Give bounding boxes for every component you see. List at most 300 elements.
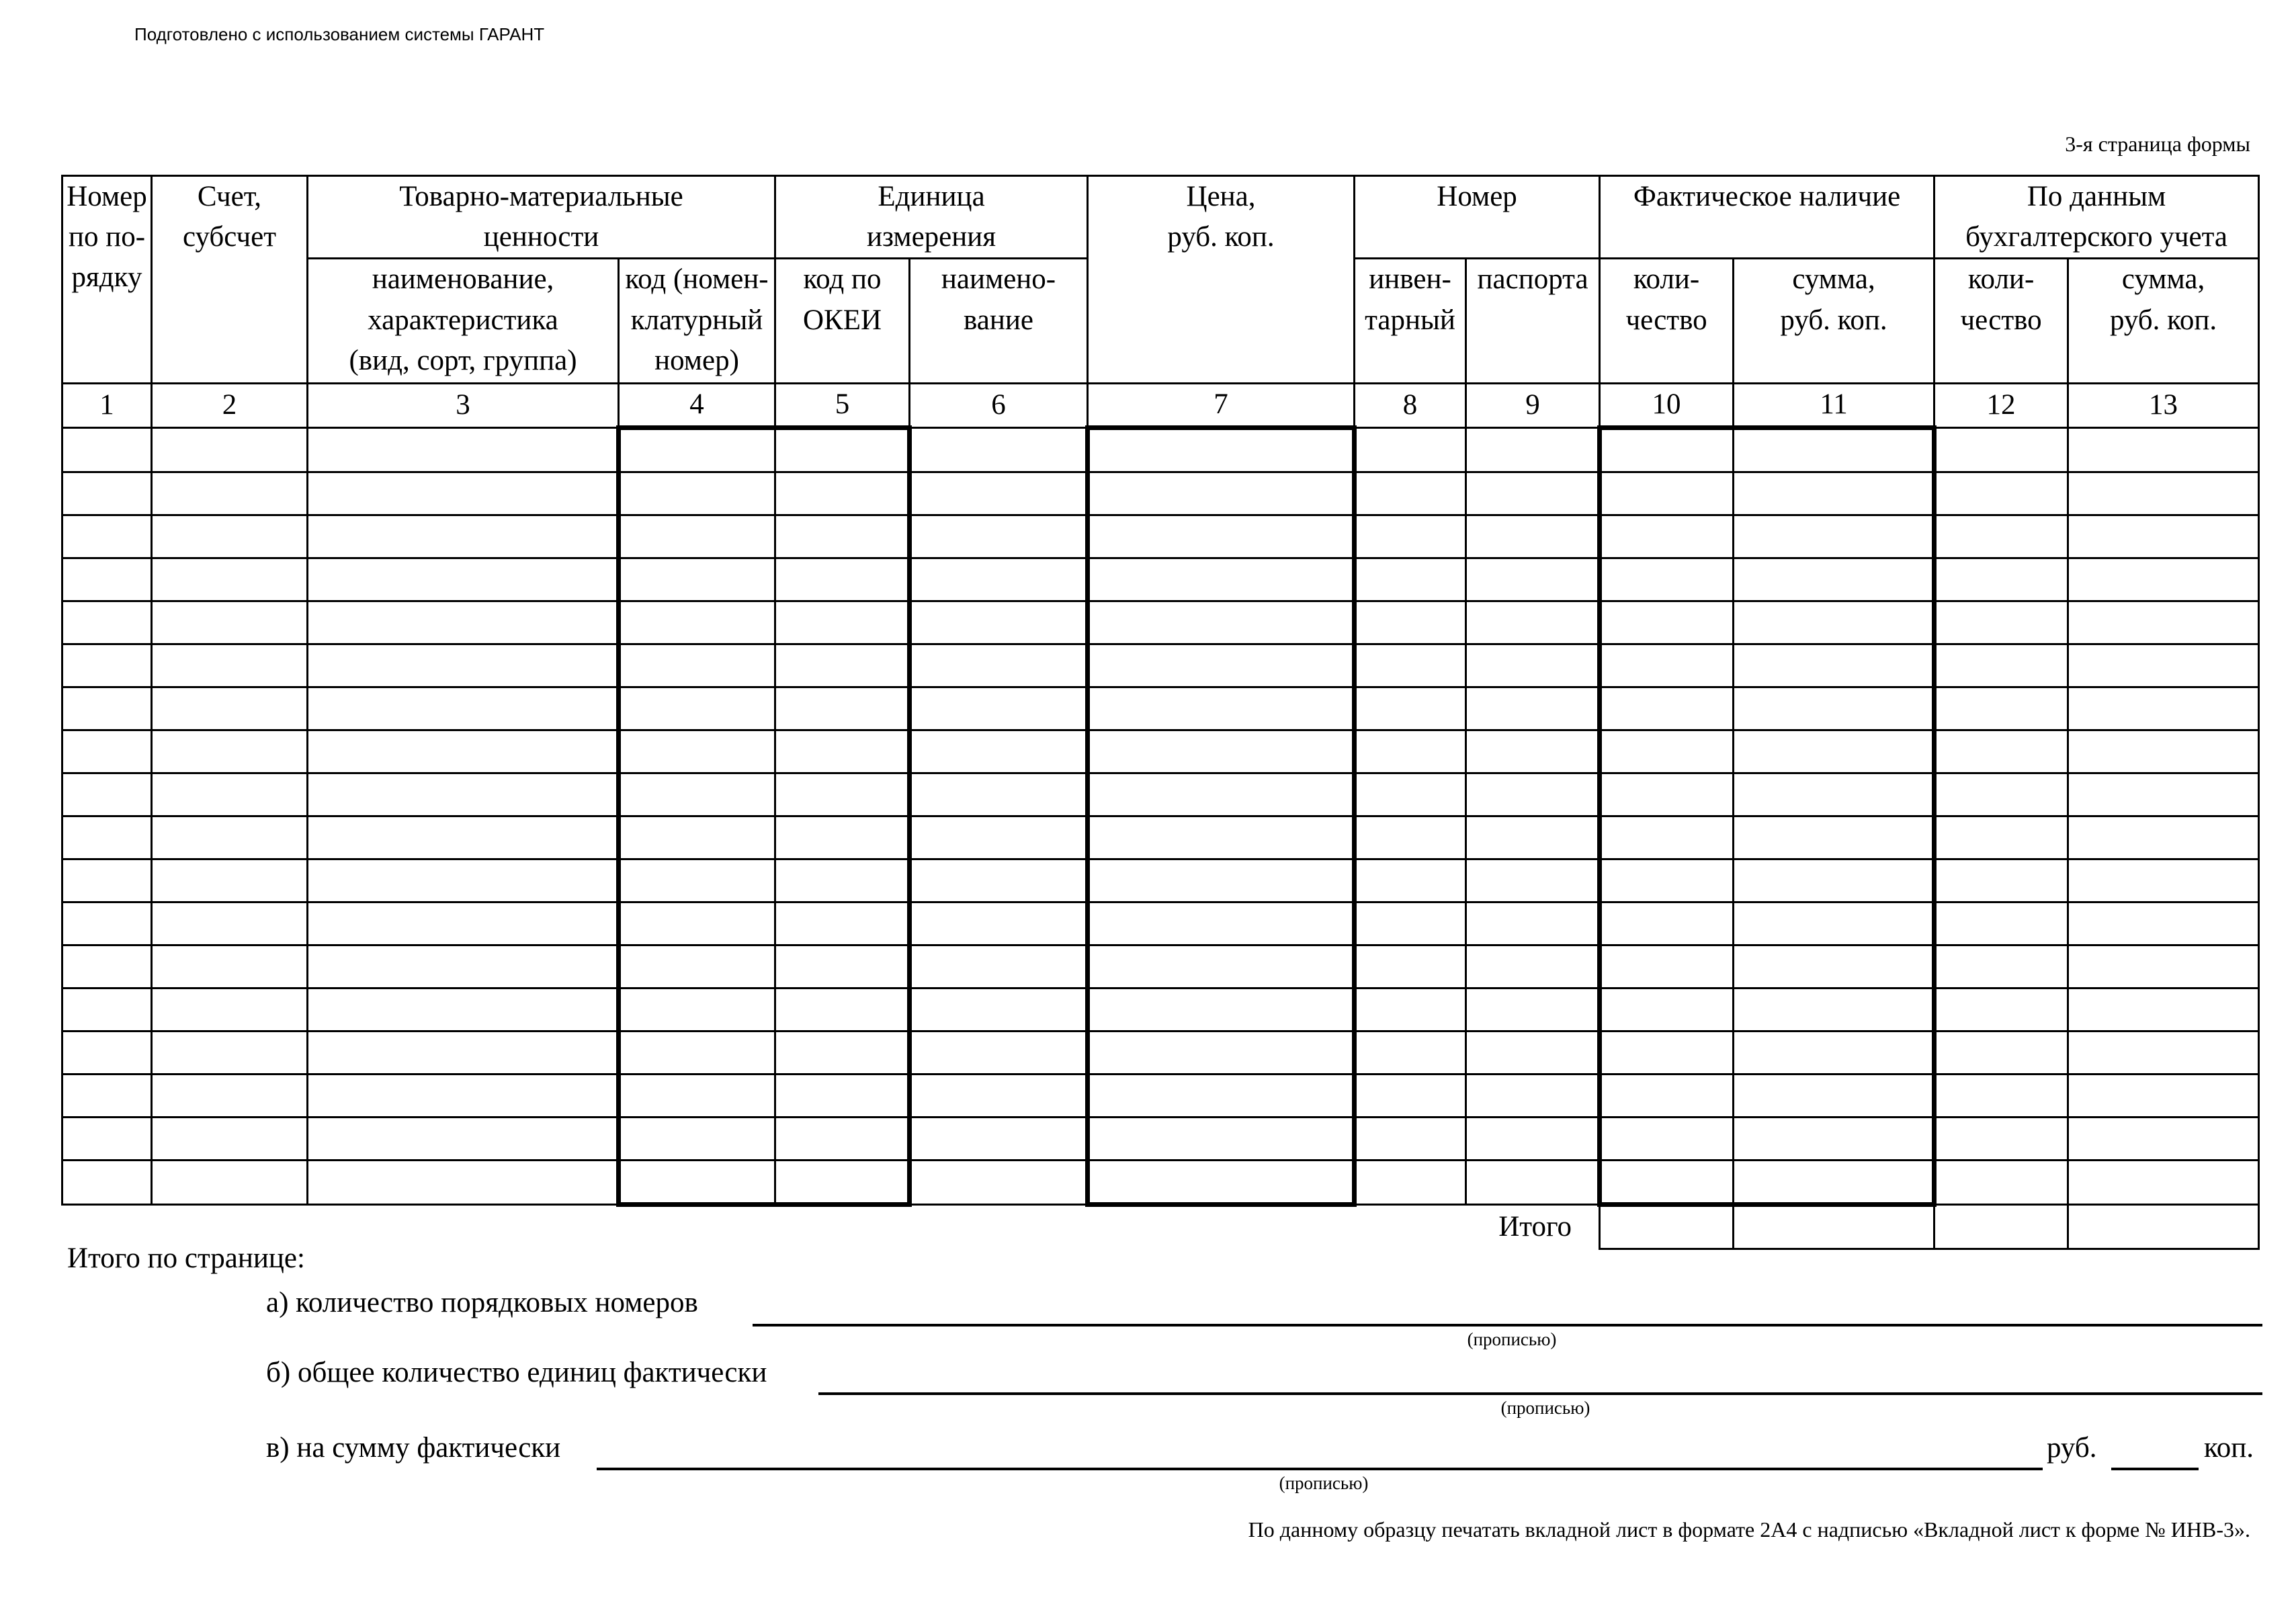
summary-b-label: б) общее количество единиц фактически [266, 1357, 767, 1388]
table-cell[interactable] [62, 730, 152, 773]
table-row [62, 1074, 2259, 1117]
table-cell[interactable] [2068, 1074, 2259, 1117]
table-cell[interactable] [62, 558, 152, 601]
table-cell[interactable] [775, 988, 910, 1031]
table-cell[interactable] [1600, 1160, 1734, 1204]
table-cell[interactable] [62, 816, 152, 859]
table-cell[interactable] [1466, 601, 1600, 644]
table-cell[interactable] [1934, 945, 2068, 988]
table-cell[interactable] [1934, 558, 2068, 601]
table-cell[interactable] [308, 816, 619, 859]
table-cell[interactable] [1466, 1160, 1600, 1204]
table-cell[interactable] [62, 644, 152, 687]
table-cell[interactable] [308, 472, 619, 515]
table-cell[interactable] [910, 859, 1088, 902]
table-cell[interactable] [1088, 558, 1355, 601]
table-cell[interactable] [152, 773, 308, 816]
table-cell[interactable] [775, 644, 910, 687]
table-cell[interactable] [619, 1117, 775, 1160]
table-cell[interactable] [1600, 945, 1734, 988]
system-header: Подготовлено с использованием системы ГАРАНТ [134, 24, 545, 44]
table-cell[interactable] [1088, 1160, 1355, 1204]
table-cell[interactable] [152, 988, 308, 1031]
table-cell[interactable] [910, 1160, 1088, 1204]
table-row [62, 472, 2259, 515]
table-cell[interactable] [2068, 558, 2259, 601]
table-cell[interactable] [2068, 945, 2259, 988]
table-cell[interactable] [62, 1117, 152, 1160]
table-cell[interactable] [1934, 816, 2068, 859]
table-cell[interactable] [619, 558, 775, 601]
table-cell[interactable] [152, 515, 308, 558]
table-cell[interactable] [152, 687, 308, 730]
table-cell[interactable] [152, 1031, 308, 1074]
col-header-acc-sum: сумма, руб. коп. [2068, 259, 2259, 384]
table-cell[interactable] [308, 601, 619, 644]
blank-cell [910, 1204, 1088, 1249]
summary-b-caption: (прописью) [1500, 1398, 1590, 1418]
table-cell[interactable] [1466, 773, 1600, 816]
table-cell[interactable] [152, 558, 308, 601]
table-row [62, 773, 2259, 816]
table-cell[interactable] [62, 1031, 152, 1074]
table-cell[interactable] [308, 988, 619, 1031]
table-cell[interactable] [910, 601, 1088, 644]
table-cell[interactable] [1600, 730, 1734, 773]
table-cell[interactable] [152, 427, 308, 472]
table-cell[interactable] [1734, 1160, 1934, 1204]
table-cell[interactable] [1466, 644, 1600, 687]
table-cell[interactable] [1600, 644, 1734, 687]
table-cell[interactable] [619, 601, 775, 644]
table-cell[interactable] [2068, 644, 2259, 687]
table-cell[interactable] [1355, 816, 1466, 859]
table-cell[interactable] [62, 515, 152, 558]
table-cell[interactable] [1934, 902, 2068, 945]
summary-c-label: в) на сумму фактически [266, 1432, 561, 1464]
table-cell[interactable] [1734, 988, 1934, 1031]
table-cell[interactable] [1466, 1031, 1600, 1074]
table-cell[interactable] [2068, 472, 2259, 515]
col-header-price: Цена, руб. коп. [1088, 176, 1355, 384]
table-cell[interactable] [2068, 773, 2259, 816]
table-cell[interactable] [910, 902, 1088, 945]
table-cell[interactable] [775, 945, 910, 988]
table-row [62, 1031, 2259, 1074]
table-cell[interactable] [62, 773, 152, 816]
group-header-accounting: По данным бухгалтерского учета [1934, 176, 2259, 259]
table-cell[interactable] [2068, 859, 2259, 902]
table-cell[interactable] [308, 945, 619, 988]
table-cell[interactable] [1088, 945, 1355, 988]
table-cell[interactable] [152, 1074, 308, 1117]
table-cell[interactable] [1734, 1074, 1934, 1117]
table-cell[interactable] [62, 859, 152, 902]
summary-b-field[interactable] [818, 1392, 2262, 1395]
table-cell[interactable] [1355, 945, 1466, 988]
table-cell[interactable] [1088, 1074, 1355, 1117]
table-row [62, 988, 2259, 1031]
table-cell[interactable] [1466, 859, 1600, 902]
table-cell[interactable] [1600, 515, 1734, 558]
table-cell[interactable] [1088, 730, 1355, 773]
table-cell[interactable] [910, 515, 1088, 558]
table-cell[interactable] [619, 859, 775, 902]
table-cell[interactable] [152, 859, 308, 902]
table-cell[interactable] [1934, 601, 2068, 644]
table-cell[interactable] [1934, 427, 2068, 472]
summary-a-field[interactable] [753, 1324, 2262, 1327]
table-cell[interactable] [152, 472, 308, 515]
table-cell[interactable] [775, 687, 910, 730]
table-cell[interactable] [1734, 816, 1934, 859]
table-cell[interactable] [1600, 1117, 1734, 1160]
table-row [62, 859, 2259, 902]
table-cell[interactable] [910, 1074, 1088, 1117]
table-cell[interactable] [62, 902, 152, 945]
table-cell[interactable] [1355, 601, 1466, 644]
table-cell[interactable] [775, 1031, 910, 1074]
table-cell[interactable] [1088, 644, 1355, 687]
table-cell[interactable] [1088, 687, 1355, 730]
table-cell[interactable] [2068, 515, 2259, 558]
table-cell[interactable] [1088, 472, 1355, 515]
table-cell[interactable] [308, 1074, 619, 1117]
table-cell[interactable] [910, 644, 1088, 687]
table-cell[interactable] [1466, 902, 1600, 945]
group-header-unit: Единица измерения [775, 176, 1088, 259]
kop-field[interactable] [2111, 1468, 2199, 1470]
table-cell[interactable] [1600, 816, 1734, 859]
table-cell[interactable] [1600, 558, 1734, 601]
table-cell[interactable] [775, 1074, 910, 1117]
table-cell[interactable] [1355, 773, 1466, 816]
column-number: 11 [1734, 384, 1934, 427]
table-cell[interactable] [1088, 515, 1355, 558]
table-cell[interactable] [1088, 902, 1355, 945]
column-number: 9 [1466, 384, 1600, 427]
table-cell[interactable] [1934, 1117, 2068, 1160]
table-cell[interactable] [1088, 988, 1355, 1031]
table-cell[interactable] [1355, 902, 1466, 945]
table-cell[interactable] [1466, 687, 1600, 730]
table-row [62, 1117, 2259, 1160]
summary-a-label: а) количество порядковых номеров [266, 1287, 698, 1318]
table-cell[interactable] [1600, 859, 1734, 902]
table-cell[interactable] [1734, 601, 1934, 644]
table-cell[interactable] [775, 1117, 910, 1160]
table-cell[interactable] [308, 687, 619, 730]
col-header-passport: паспорта [1466, 259, 1600, 384]
column-number: 3 [308, 384, 619, 427]
table-cell[interactable] [1355, 558, 1466, 601]
table-cell[interactable] [619, 773, 775, 816]
total-label: Итого [1498, 1210, 1572, 1243]
column-number: 5 [775, 384, 910, 427]
table-cell[interactable] [619, 816, 775, 859]
col-header-code: код (номен- клатурный номер) [619, 259, 775, 384]
col-header-row-number: Номер по по- рядку [62, 176, 152, 384]
table-cell[interactable] [2068, 730, 2259, 773]
table-cell[interactable] [910, 472, 1088, 515]
table-cell[interactable] [619, 687, 775, 730]
table-cell[interactable] [619, 644, 775, 687]
table-cell[interactable] [1355, 1074, 1466, 1117]
col-header-okei: код по ОКЕИ [775, 259, 910, 384]
table-cell[interactable] [308, 730, 619, 773]
table-cell[interactable] [308, 1031, 619, 1074]
table-cell[interactable] [152, 601, 308, 644]
total-acc-qty-cell[interactable] [1934, 1204, 2068, 1249]
table-cell[interactable] [1088, 816, 1355, 859]
column-number: 6 [910, 384, 1088, 427]
table-row [62, 515, 2259, 558]
total-row [62, 1204, 2259, 1249]
table-cell[interactable] [2068, 988, 2259, 1031]
column-number: 7 [1088, 384, 1355, 427]
table-cell[interactable] [152, 644, 308, 687]
table-cell[interactable] [1466, 988, 1600, 1031]
table-cell[interactable] [1934, 988, 2068, 1031]
blank-cell [775, 1204, 910, 1249]
table-cell[interactable] [1734, 1117, 1934, 1160]
table-cell[interactable] [1934, 1031, 2068, 1074]
table-cell[interactable] [775, 601, 910, 644]
table-cell[interactable] [1934, 730, 2068, 773]
table-cell[interactable] [775, 1160, 910, 1204]
column-number: 8 [1355, 384, 1466, 427]
col-header-name: наименование, характеристика (вид, сорт, группа) [308, 259, 619, 384]
table-cell[interactable] [1934, 472, 2068, 515]
table-cell[interactable] [1734, 472, 1934, 515]
summary-c-field[interactable] [597, 1468, 2043, 1470]
table-cell[interactable] [1734, 730, 1934, 773]
total-acc-sum-cell[interactable] [2068, 1204, 2259, 1249]
column-number: 13 [2068, 384, 2259, 427]
table-cell[interactable] [2068, 816, 2259, 859]
table-cell[interactable] [1088, 601, 1355, 644]
table-row [62, 1160, 2259, 1204]
table-cell[interactable] [2068, 427, 2259, 472]
table-cell[interactable] [152, 1160, 308, 1204]
table-cell[interactable] [1734, 558, 1934, 601]
table-cell[interactable] [152, 730, 308, 773]
table-cell[interactable] [308, 859, 619, 902]
table-cell[interactable] [1355, 515, 1466, 558]
table-cell[interactable] [1934, 1074, 2068, 1117]
table-cell[interactable] [775, 515, 910, 558]
table-cell[interactable] [1088, 1117, 1355, 1160]
table-cell[interactable] [1088, 427, 1355, 472]
table-cell[interactable] [1734, 773, 1934, 816]
table-cell[interactable] [1466, 945, 1600, 988]
table-cell[interactable] [775, 816, 910, 859]
table-cell[interactable] [1934, 687, 2068, 730]
col-header-actual-qty: коли- чество [1600, 259, 1734, 384]
group-header-actual: Фактическое наличие [1600, 176, 1934, 259]
column-number: 1 [62, 384, 152, 427]
table-cell[interactable] [1466, 427, 1600, 472]
table-cell[interactable] [619, 988, 775, 1031]
table-cell[interactable] [1466, 472, 1600, 515]
table-cell[interactable] [910, 730, 1088, 773]
table-cell[interactable] [1466, 558, 1600, 601]
table-cell[interactable] [152, 902, 308, 945]
table-cell[interactable] [619, 1160, 775, 1204]
table-cell[interactable] [2068, 687, 2259, 730]
table-cell[interactable] [308, 515, 619, 558]
table-cell[interactable] [62, 945, 152, 988]
table-cell[interactable] [308, 1117, 619, 1160]
table-cell[interactable] [2068, 902, 2259, 945]
table-cell[interactable] [1466, 816, 1600, 859]
table-cell[interactable] [910, 816, 1088, 859]
table-row [62, 730, 2259, 773]
table-cell[interactable] [1466, 1117, 1600, 1160]
table-cell[interactable] [619, 472, 775, 515]
table-cell[interactable] [775, 859, 910, 902]
col-header-account: Счет, субсчет [152, 176, 308, 384]
col-header-unit-name: наимено- вание [910, 259, 1088, 384]
table-cell[interactable] [619, 427, 775, 472]
table-cell[interactable] [62, 687, 152, 730]
table-cell[interactable] [619, 902, 775, 945]
summary-c-caption: (прописью) [1279, 1473, 1369, 1493]
table-cell[interactable] [775, 773, 910, 816]
table-cell[interactable] [619, 1074, 775, 1117]
table-cell[interactable] [910, 427, 1088, 472]
table-cell[interactable] [1934, 644, 2068, 687]
table-cell[interactable] [910, 1117, 1088, 1160]
summary-a-caption: (прописью) [1467, 1329, 1557, 1349]
table-cell[interactable] [1934, 859, 2068, 902]
page-summary-title: Итого по странице: [67, 1243, 305, 1274]
table-cell[interactable] [1355, 730, 1466, 773]
table-cell[interactable] [1734, 902, 1934, 945]
group-header-goods: Товарно-материальные ценности [308, 176, 775, 259]
table-cell[interactable] [775, 427, 910, 472]
table-cell[interactable] [2068, 601, 2259, 644]
blank-cell [619, 1204, 775, 1249]
table-cell[interactable] [619, 1031, 775, 1074]
table-cell[interactable] [775, 730, 910, 773]
table-row [62, 902, 2259, 945]
table-row [62, 816, 2259, 859]
table-cell[interactable] [910, 558, 1088, 601]
col-header-inventory: инвен- тарный [1355, 259, 1466, 384]
table-cell[interactable] [2068, 1031, 2259, 1074]
table-cell[interactable] [1600, 601, 1734, 644]
table-cell[interactable] [308, 1160, 619, 1204]
table-cell[interactable] [62, 988, 152, 1031]
column-numbers-row [62, 384, 2259, 427]
table-cell[interactable] [910, 773, 1088, 816]
table-cell[interactable] [1088, 1031, 1355, 1074]
table-cell[interactable] [910, 945, 1088, 988]
table-cell[interactable] [775, 902, 910, 945]
table-row [62, 644, 2259, 687]
table-cell[interactable] [1355, 859, 1466, 902]
table-cell[interactable] [1600, 773, 1734, 816]
table-cell[interactable] [62, 1160, 152, 1204]
table-cell[interactable] [62, 427, 152, 472]
table-cell[interactable] [1600, 427, 1734, 472]
table-cell[interactable] [1466, 515, 1600, 558]
table-cell[interactable] [910, 988, 1088, 1031]
table-cell[interactable] [1934, 773, 2068, 816]
table-cell[interactable] [1734, 687, 1934, 730]
table-cell[interactable] [1355, 472, 1466, 515]
table-cell[interactable] [1600, 988, 1734, 1031]
table-cell[interactable] [1600, 1031, 1734, 1074]
table-cell[interactable] [1600, 472, 1734, 515]
table-cell[interactable] [1934, 515, 2068, 558]
table-cell[interactable] [1088, 859, 1355, 902]
table-cell[interactable] [1355, 1117, 1466, 1160]
table-cell[interactable] [910, 1031, 1088, 1074]
kop-label: коп. [2204, 1432, 2254, 1464]
table-cell[interactable] [775, 472, 910, 515]
table-cell[interactable] [1934, 1160, 2068, 1204]
table-cell[interactable] [1466, 730, 1600, 773]
table-cell[interactable] [62, 601, 152, 644]
table-cell[interactable] [910, 687, 1088, 730]
table-cell[interactable] [2068, 1117, 2259, 1160]
table-cell[interactable] [619, 730, 775, 773]
table-cell[interactable] [619, 945, 775, 988]
table-cell[interactable] [1355, 988, 1466, 1031]
table-cell[interactable] [775, 558, 910, 601]
table-cell[interactable] [619, 515, 775, 558]
table-cell[interactable] [308, 902, 619, 945]
table-row [62, 945, 2259, 988]
table-cell[interactable] [308, 773, 619, 816]
table-cell[interactable] [1734, 945, 1934, 988]
table-cell[interactable] [1600, 1074, 1734, 1117]
table-cell[interactable] [152, 816, 308, 859]
table-cell[interactable] [1355, 1031, 1466, 1074]
table-cell[interactable] [1355, 644, 1466, 687]
total-actual-qty-cell[interactable] [1600, 1204, 1734, 1249]
table-cell[interactable] [1355, 687, 1466, 730]
table-cell[interactable] [1600, 902, 1734, 945]
table-cell[interactable] [308, 644, 619, 687]
column-number: 12 [1934, 384, 2068, 427]
table-cell[interactable] [62, 1074, 152, 1117]
table-cell[interactable] [1355, 1160, 1466, 1204]
table-cell[interactable] [1734, 515, 1934, 558]
table-cell[interactable] [1734, 644, 1934, 687]
table-cell[interactable] [1734, 427, 1934, 472]
table-cell[interactable] [152, 945, 308, 988]
table-cell[interactable] [308, 427, 619, 472]
table-cell[interactable] [1355, 427, 1466, 472]
page-label: 3-я страница формы [2065, 132, 2250, 156]
table-cell[interactable] [62, 472, 152, 515]
blank-cell [1088, 1204, 1355, 1249]
table-row [62, 558, 2259, 601]
col-header-acc-qty: коли- чество [1934, 259, 2068, 384]
total-actual-sum-cell[interactable] [1734, 1204, 1934, 1249]
table-cell[interactable] [152, 1117, 308, 1160]
table-cell[interactable] [1734, 1031, 1934, 1074]
table-cell[interactable] [2068, 1160, 2259, 1204]
table-cell[interactable] [308, 558, 619, 601]
table-cell[interactable] [1466, 1074, 1600, 1117]
table-cell[interactable] [1734, 859, 1934, 902]
table-cell[interactable] [1088, 773, 1355, 816]
table-cell[interactable] [1600, 687, 1734, 730]
